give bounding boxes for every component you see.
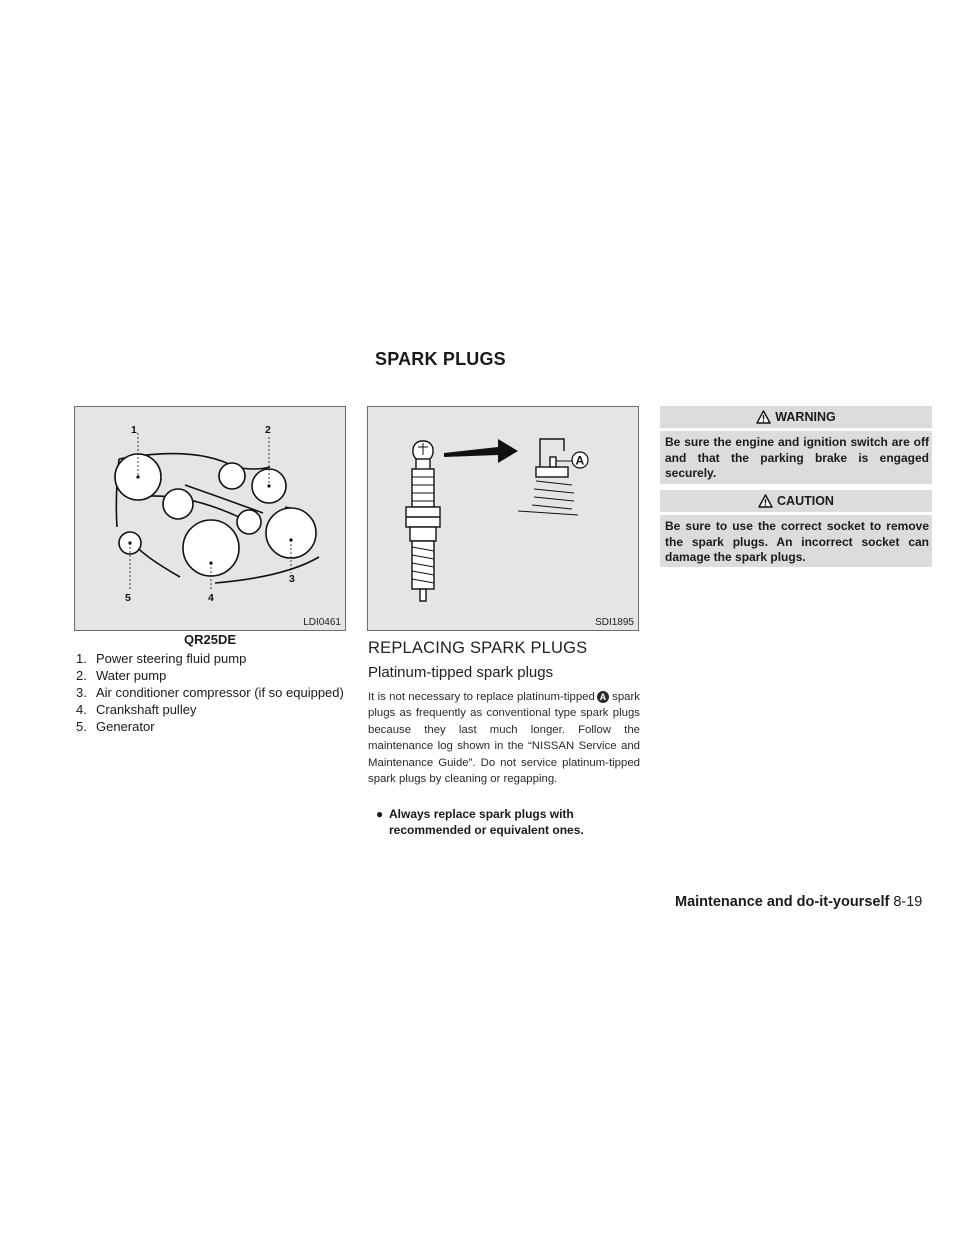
figure-code: LDI0461 bbox=[303, 617, 341, 628]
legend-item: 5. Generator bbox=[76, 719, 155, 734]
figure-code: SDI1895 bbox=[595, 617, 634, 628]
drive-belt-figure bbox=[74, 406, 346, 631]
bullet-item: ● Always replace spark plugs with recommended or equivalent ones. bbox=[376, 807, 584, 837]
caution-icon bbox=[758, 494, 773, 508]
belt-legend bbox=[76, 650, 346, 735]
caution-header: CAUTION bbox=[660, 490, 932, 512]
idler-pulley-a bbox=[219, 463, 245, 489]
legend-item: 2. Water pump bbox=[76, 668, 167, 683]
legend-item: 1. Power steering fluid pump bbox=[76, 651, 247, 666]
callout-1: 1 bbox=[131, 424, 137, 436]
legend-item: 4. Crankshaft pulley bbox=[76, 702, 197, 717]
callout-a-marker: A bbox=[597, 691, 609, 703]
callout-a: A bbox=[575, 453, 585, 468]
idler-pulley-c bbox=[237, 510, 261, 534]
section-title: SPARK PLUGS bbox=[375, 349, 506, 369]
spark-plug-figure bbox=[367, 406, 639, 631]
body-paragraph: It is not necessary to replace platinum-tipped A spark plugs as frequently as conventional type spark plugs because they last much longer. Follow the maintenance log shown in the “NISSAN Service and Maintenance Guide”. Do not service platinum-tipped spark plugs by cleaning or regapping. bbox=[368, 691, 640, 786]
callout-4: 4 bbox=[208, 592, 214, 604]
caution-text: Be sure to use the correct socket to remove the spark plugs. An incorrect socket can damage the spark plugs. bbox=[660, 515, 932, 567]
warning-header: WARNING bbox=[660, 406, 932, 428]
pulley-3 bbox=[266, 508, 316, 558]
callout-2: 2 bbox=[265, 424, 271, 436]
section-heading: REPLACING SPARK PLUGS bbox=[368, 639, 588, 657]
callout-3: 3 bbox=[289, 573, 295, 585]
warning-text: Be sure the engine and ignition switch are off and that the parking brake is engaged securely. bbox=[660, 431, 932, 484]
legend-item: 3. Air conditioner compressor (if so equipped) bbox=[76, 685, 344, 700]
spark-plug-diagram bbox=[368, 407, 638, 630]
page-footer bbox=[675, 894, 922, 910]
warning-icon bbox=[756, 410, 771, 424]
footer-chapter-title: Maintenance and do-it-yourself bbox=[675, 894, 890, 910]
drive-belt-diagram bbox=[75, 407, 345, 630]
subsection-heading: Platinum-tipped spark plugs bbox=[368, 664, 554, 681]
idler-pulley-b bbox=[163, 489, 193, 519]
figure-caption: QR25DE bbox=[183, 632, 237, 647]
bullet-icon: ● bbox=[376, 807, 384, 821]
page-number: 8-19 bbox=[893, 894, 923, 910]
callout-5: 5 bbox=[125, 592, 131, 604]
